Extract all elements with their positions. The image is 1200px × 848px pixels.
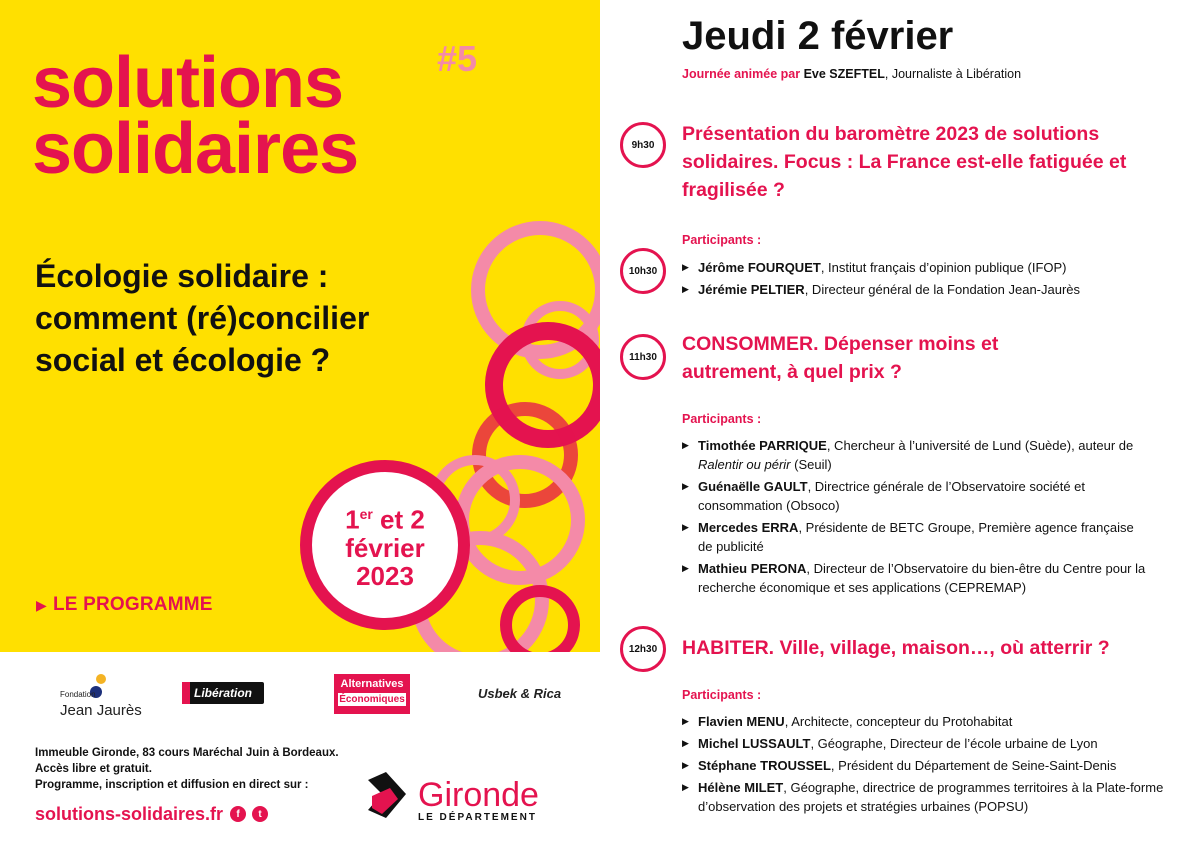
logo-ae-line2: Économiques (339, 694, 405, 705)
logo-lib-text: Libération (193, 686, 252, 700)
time-badge: 9h30 (620, 122, 666, 168)
participants-list (682, 712, 1192, 819)
usbek-rica-logo: Usbek & Rica (478, 686, 562, 701)
play-arrow-icon: ▶ (36, 597, 47, 613)
participant-name: Guénaëlle GAULT (698, 479, 808, 494)
list-item (682, 280, 1192, 299)
liberation-logo (182, 682, 264, 704)
host-name: Eve SZEFTEL (803, 67, 885, 81)
day-heading: Jeudi 2 février (682, 14, 954, 58)
alternatives-economiques-logo (334, 674, 410, 714)
host-label: Journée animée par (682, 67, 801, 81)
list-item (682, 712, 1192, 731)
programme-label: LE PROGRAMME (52, 594, 213, 615)
participant-desc-end: (Seuil) (790, 457, 832, 472)
logo-fjj-small-text: Fondation (60, 690, 96, 699)
venue-info (35, 745, 355, 793)
date-month: février (345, 532, 425, 563)
list-item (682, 258, 1192, 277)
participant-name: Mercedes ERRA (698, 520, 799, 535)
title-line-1: solutions (32, 43, 343, 123)
theme-line-2: comment (ré)concilier (35, 300, 370, 336)
participant-desc: , Architecte, concepteur du Protohabitat (784, 714, 1013, 729)
participant-desc: , Chercheur à l’université de Lund (Suède), auteur de (826, 438, 1134, 453)
book-title: Ralentir ou périr (698, 457, 791, 472)
list-item (682, 734, 1192, 753)
venue-address: Immeuble Gironde, 83 cours Maréchal Juin à Bordeaux. (35, 747, 339, 759)
participant-desc: , Institut français d’opinion publique (IFOP) (820, 260, 1067, 275)
poster-cover (0, 0, 600, 652)
participant-desc: , Géographe, directrice de programmes territoires à la Plate-forme d’observation des projets et stratégies urbaines (POPSU) (698, 780, 1164, 814)
time-badge: 10h30 (620, 248, 666, 294)
twitter-icon[interactable]: t (252, 806, 268, 822)
date-and: et 2 (372, 504, 425, 535)
participant-desc: , Directeur général de la Fondation Jean-Jaurès (804, 282, 1081, 297)
date-year: 2023 (356, 560, 414, 591)
event-title (32, 43, 359, 189)
host-role: , Journaliste à Libération (884, 67, 1022, 81)
date-first: 1 (345, 504, 360, 535)
venue-registration: Programme, inscription et diffusion en direct sur : (35, 779, 309, 791)
edition-number: #5 (437, 38, 478, 79)
date-badge (300, 460, 470, 630)
participants-list (682, 436, 1192, 600)
participant-desc: , Géographe, Directeur de l’école urbaine de Lyon (810, 736, 1098, 751)
logo-dot-yellow (96, 674, 106, 684)
participant-desc: , Directrice générale de l’Observatoire société et consommation (Obsoco) (698, 479, 1086, 513)
list-item (682, 778, 1172, 816)
participant-desc: , Présidente de BETC Groupe, Première agence française de publicité (698, 520, 1134, 554)
host-line (682, 67, 1021, 81)
gironde-logo (366, 772, 566, 832)
logo-ae-line1: Alternatives (340, 678, 404, 690)
participant-name: Jérémie PELTIER (698, 282, 805, 297)
logo-lib-accent (182, 682, 190, 704)
partner-logos (0, 652, 600, 742)
social-links (230, 806, 268, 822)
participant-name: Timothée PARRIQUE (698, 438, 827, 453)
list-item (682, 477, 1142, 515)
logo-fjj-big-text: Jean Jaurès (60, 702, 142, 719)
participants-label: Participants : (682, 688, 762, 702)
event-theme (35, 255, 435, 381)
participant-name: Stéphane TROUSSEL (698, 758, 831, 773)
session-title: CONSOMMER. Dépenser moins et autrement, à quel prix ? (682, 333, 999, 383)
title-line-2: solidaires (32, 109, 359, 189)
participant-name: Michel LUSSAULT (698, 736, 811, 751)
participant-name: Flavien MENU (698, 714, 785, 729)
date-first-sup: er (359, 506, 373, 523)
theme-line-3: social et écologie ? (35, 342, 331, 378)
list-item (682, 436, 1142, 474)
theme-line-1: Écologie solidaire : (35, 258, 329, 294)
venue-access: Accès libre et gratuit. (35, 763, 152, 775)
list-item (682, 559, 1162, 597)
participant-name: Jérôme FOURQUET (698, 260, 821, 275)
website-link[interactable]: solutions-solidaires.fr (35, 804, 224, 824)
participant-desc: , Président du Département de Seine-Saint-Denis (830, 758, 1117, 773)
participant-name: Hélène MILET (698, 780, 784, 795)
participants-label: Participants : (682, 412, 762, 426)
gironde-mark-icon (368, 772, 412, 826)
participants-label: Participants : (682, 233, 762, 247)
programme-link[interactable] (36, 594, 213, 616)
gironde-name: Gironde (418, 776, 539, 814)
list-item (682, 518, 1142, 556)
time-badge: 11h30 (620, 334, 666, 380)
participant-name: Mathieu PERONA (698, 561, 807, 576)
list-item (682, 756, 1192, 775)
gironde-sub: LE DÉPARTEMENT (418, 812, 537, 823)
time-badge: 12h30 (620, 626, 666, 672)
session-title: HABITER. Ville, village, maison…, où atterrir ? (682, 637, 1110, 659)
participants-list (682, 258, 1192, 302)
facebook-icon[interactable]: f (230, 806, 246, 822)
participant-desc: , Directeur de l’Observatoire du bien-être du Centre pour la recherche économique et ses applications (CEPREMAP) (698, 561, 1146, 595)
session-title: Présentation du baromètre 2023 de solutions solidaires. Focus : La France est-elle fatiguée et fragilisée ? (682, 123, 1127, 201)
programme-panel (600, 0, 1200, 848)
fondation-jean-jaures-logo (60, 672, 142, 722)
